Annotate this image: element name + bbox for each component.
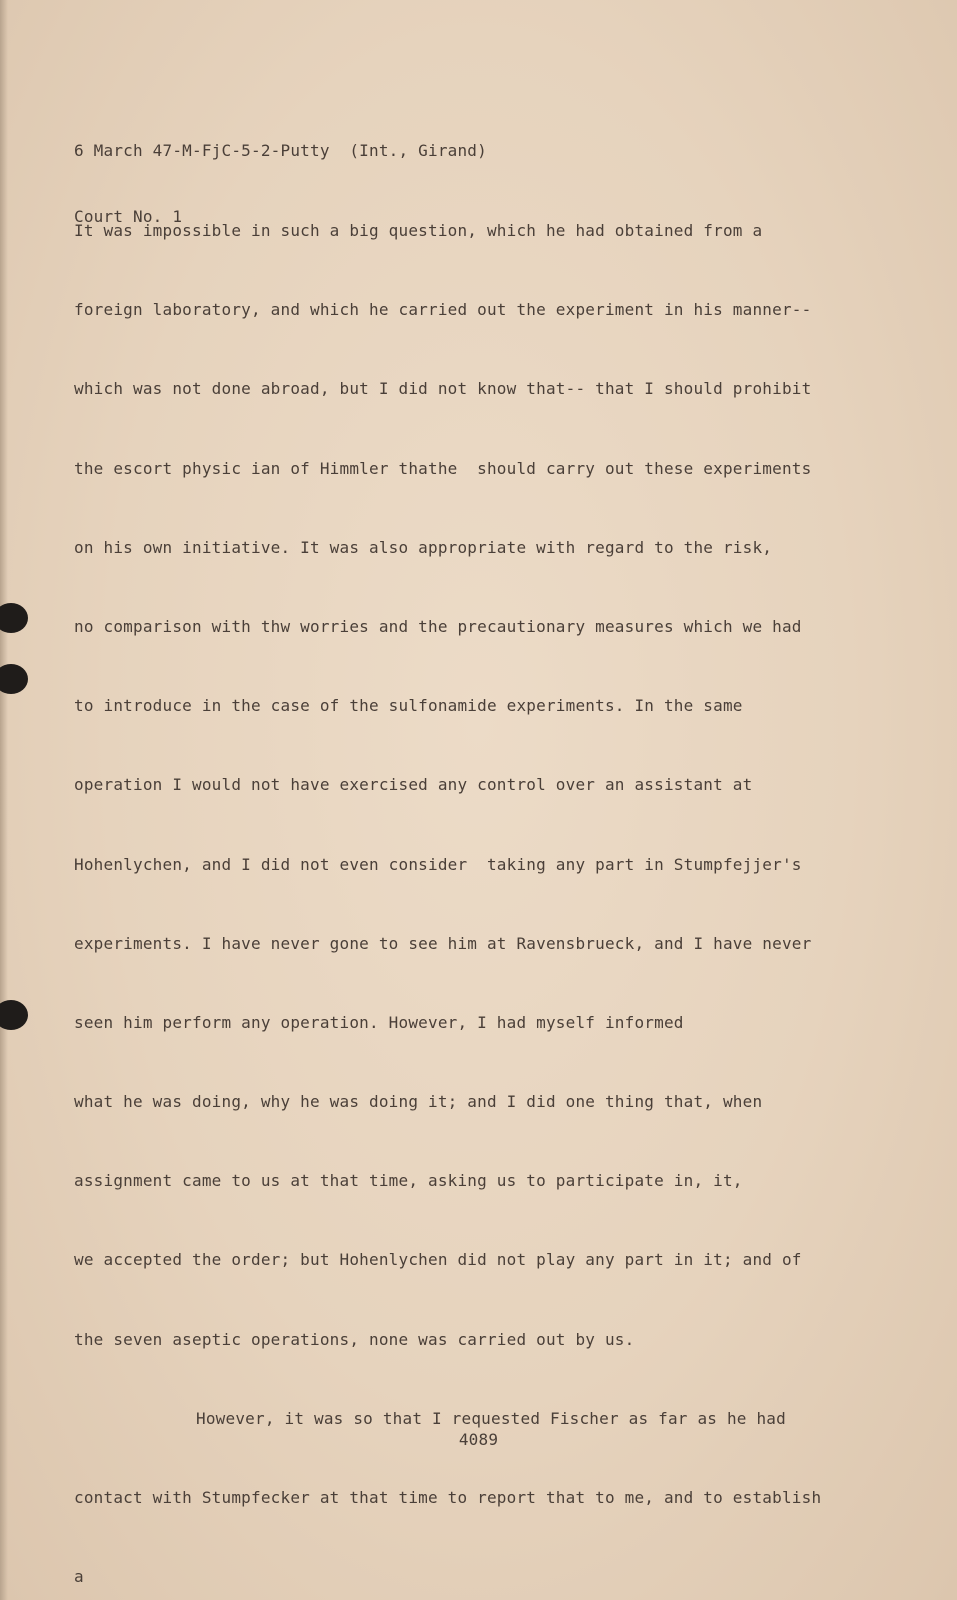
header-court-line: Court No. 1 bbox=[74, 207, 183, 226]
paper-edge-shadow bbox=[0, 0, 8, 1600]
body-line: contact with Stumpfecker at that time to report that to me, and to establish bbox=[74, 1488, 822, 1507]
body-line: the seven aseptic operations, none was carried out by us. bbox=[74, 1329, 635, 1349]
punch-hole-top bbox=[0, 603, 28, 633]
punch-hole-middle bbox=[0, 664, 28, 694]
body-line: which was not done abroad, but I did not know that-- that I should prohibit bbox=[74, 379, 812, 399]
body-line: assignment came to us at that time, asking us to participate in, it, bbox=[74, 1171, 743, 1191]
header-session-line: 6 March 47-M-FjC-5-2-Putty (Int., Girand) bbox=[74, 141, 487, 160]
page-number: 4089 bbox=[458, 1430, 499, 1449]
body-line: to introduce in the case of the sulfonamide experiments. In the same bbox=[74, 696, 743, 716]
body-line: a bbox=[74, 1567, 84, 1587]
body-line: foreign laboratory, and which he carried out the experiment in his manner-- bbox=[74, 300, 812, 320]
body-line: the escort physic ian of Himmler thathe should carry out these experiments bbox=[74, 458, 812, 478]
body-line: operation I would not have exercised any control over an assistant at bbox=[74, 775, 753, 795]
body-line: It was impossible in such a big question, which he had obtained from a bbox=[74, 221, 763, 240]
body-line: seen him perform any operation. However, I had myself informed bbox=[74, 1012, 684, 1032]
body-line-indented: However, it was so that I requested Fischer as far as he had bbox=[196, 1408, 786, 1428]
body-line: experiments. I have never gone to see him at Ravensbrueck, and I have never bbox=[74, 933, 812, 953]
transcript-body bbox=[74, 172, 874, 1600]
body-line: we accepted the order; but Hohenlychen did not play any part in it; and of bbox=[74, 1250, 802, 1270]
body-line: no comparison with thw worries and the precautionary measures which we had bbox=[74, 616, 802, 636]
body-line: Hohenlychen, and I did not even consider taking any part in Stumpfejjer's bbox=[74, 854, 802, 874]
body-line: what he was doing, why he was doing it; and I did one thing that, when bbox=[74, 1092, 763, 1112]
punch-hole-bottom bbox=[0, 1000, 28, 1030]
body-line: on his own initiative. It was also appropriate with regard to the risk, bbox=[74, 537, 773, 557]
